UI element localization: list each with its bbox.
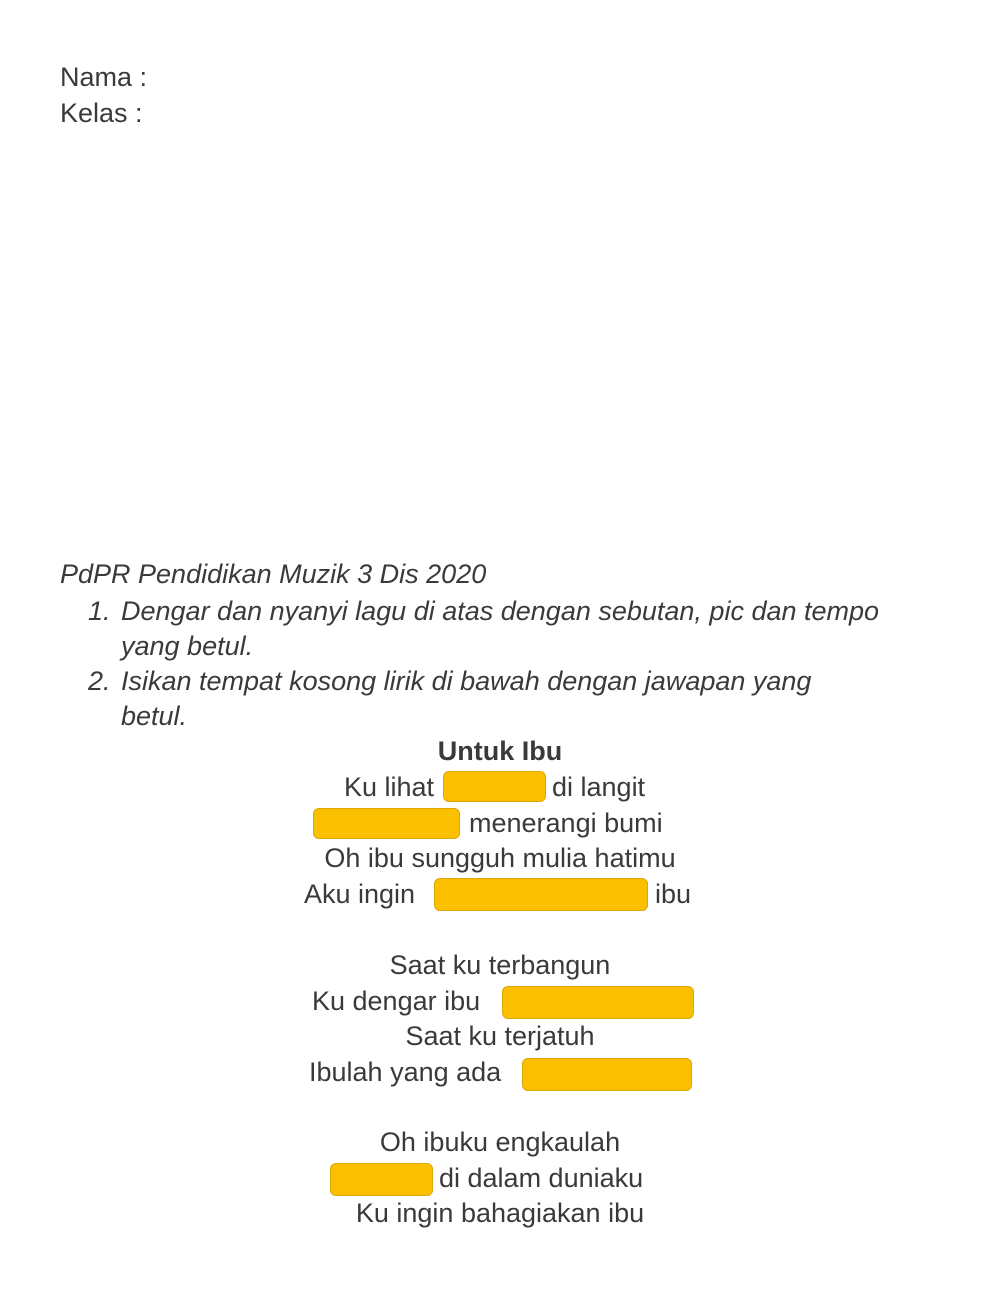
lyric-text: Ku lihat — [344, 772, 435, 802]
instruction-text: yang betul. — [121, 631, 254, 661]
answer-blank[interactable] — [313, 808, 460, 839]
lyric-text: di dalam duniaku — [439, 1163, 644, 1193]
instruction-list — [88, 594, 968, 734]
lyric-text: Aku ingin — [304, 879, 416, 909]
lyric-text: Ku dengar ibu — [312, 986, 481, 1016]
instruction-text: Dengar dan nyanyi lagu di atas dengan sebutan, pic dan tempo — [121, 596, 880, 626]
instruction-item — [88, 594, 968, 664]
instruction-text: Isikan tempat kosong lirik di bawah dengan jawapan yang — [121, 666, 812, 696]
instruction-number: 1. — [88, 596, 111, 626]
answer-blank[interactable] — [330, 1163, 433, 1196]
lyric-line: Ku ingin bahagiakan ibu — [355, 1198, 645, 1228]
lyric-line: Oh ibu sungguh mulia hatimu — [324, 843, 676, 873]
instruction-item — [88, 664, 968, 734]
kelas-label: Kelas : — [60, 98, 143, 128]
instruction-text: betul. — [121, 701, 188, 731]
song-title: Untuk Ibu — [437, 736, 563, 766]
lyric-line: Oh ibuku engkaulah — [379, 1127, 621, 1157]
answer-blank[interactable] — [434, 878, 648, 911]
lyric-text: menerangi bumi — [469, 808, 663, 838]
answer-blank[interactable] — [502, 986, 694, 1019]
lyric-text: Ibulah yang ada — [309, 1057, 502, 1087]
lyric-line: Saat ku terjatuh — [405, 1021, 595, 1051]
lyric-text: ibu — [655, 879, 692, 909]
lyric-text: di langit — [552, 772, 646, 802]
lyric-line: Saat ku terbangun — [389, 950, 611, 980]
answer-blank[interactable] — [522, 1058, 692, 1091]
worksheet-subtitle: PdPR Pendidikan Muzik 3 Dis 2020 — [60, 559, 487, 589]
instruction-number: 2. — [88, 666, 111, 696]
answer-blank[interactable] — [443, 771, 546, 802]
nama-label: Nama : — [60, 62, 148, 92]
